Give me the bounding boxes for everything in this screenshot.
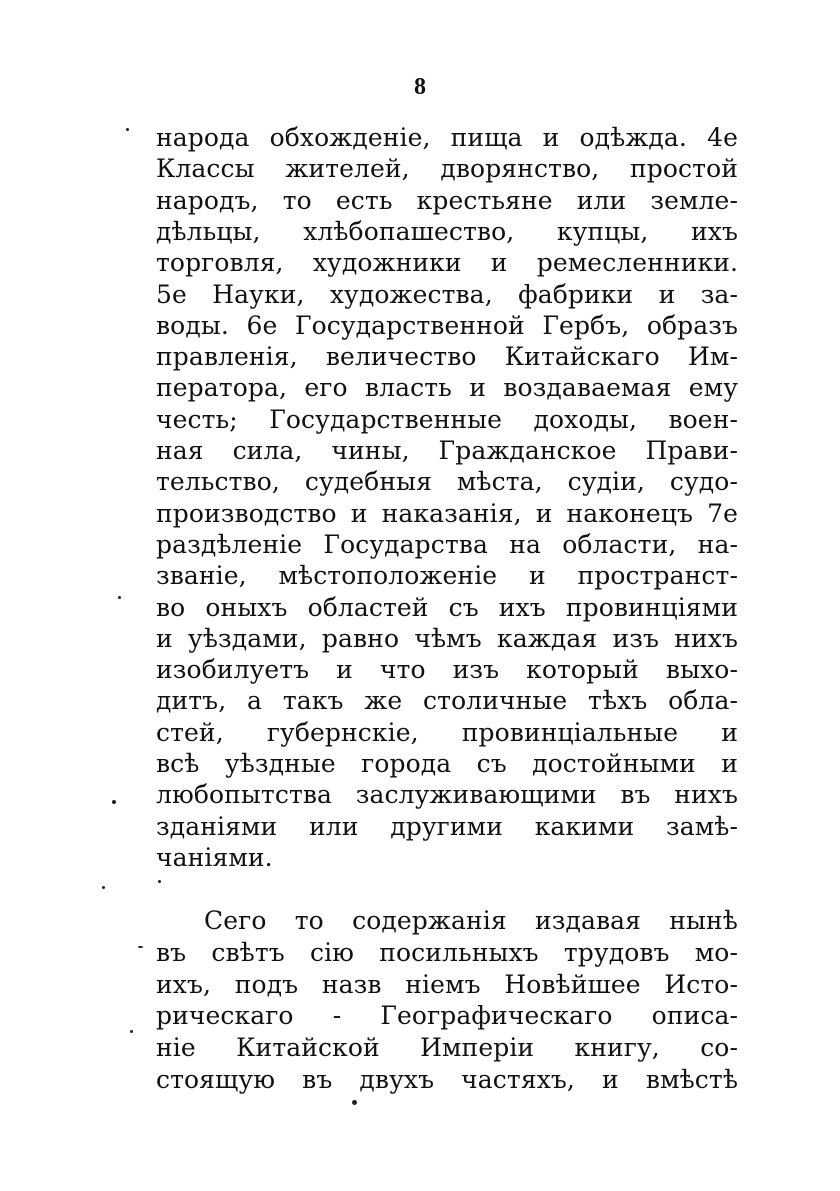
text-line: народъ, то есть крестьяне или земле-: [156, 185, 738, 215]
text-line: раздѣленіе Государства на области, на-: [156, 529, 738, 559]
text-line: ніе Китайской Имперіи книгу, со-: [156, 1033, 738, 1063]
text-line: зданіями или другими какими замѣ-: [156, 811, 738, 841]
text-line: дитъ, а такъ же столичные тѣхъ обла-: [156, 686, 738, 716]
text-line: воды. 6е Государственной Гербъ, образъ: [156, 310, 738, 340]
text-line: дѣльцы, хлѣбопашество, купцы, ихъ: [156, 216, 738, 246]
text-line: тельство, судебныя мѣста, судіи, судо-: [156, 467, 738, 497]
text-line: во оныхъ областей съ ихъ провинціями: [156, 592, 738, 622]
scan-speck: [126, 128, 129, 131]
text-line: ператора, его власть и воздаваемая ему: [156, 373, 738, 403]
text-line: любопытства заслуживающими въ нихъ: [156, 780, 738, 810]
text-line: и уѣздами, равно чѣмъ каждая изъ нихъ: [156, 623, 738, 653]
scan-speck: [102, 886, 105, 889]
text-line: народа обхожденіе, пища и одѣжда. 4е: [156, 123, 738, 152]
scan-speck: [112, 800, 116, 804]
text-line: всѣ уѣздные города съ достойными и: [156, 749, 738, 778]
text-line: изобилуетъ и что изъ который выхо-: [156, 655, 738, 685]
text-line: торговля, художники и ремесленники.: [156, 248, 738, 278]
scan-speck: [130, 1030, 133, 1033]
text-line: ихъ, подъ назв ніемъ Новѣйшее Исто-: [156, 969, 738, 999]
text-line: ная сила, чины, Гражданское Прави-: [156, 436, 738, 465]
text-line: стоящую въ двухъ частяхъ, и вмѣстѣ: [156, 1065, 738, 1094]
scan-speck: [352, 1100, 357, 1105]
scan-speck: [118, 596, 121, 599]
text-line: правленія, величество Китайскаго Им-: [156, 342, 738, 372]
text-line: стей, губернскіе, провинціальные и: [156, 717, 738, 747]
page-number: 8: [414, 74, 426, 100]
text-line: званіе, мѣстоположеніе и пространст-: [156, 561, 738, 591]
text-line: производство и наказанія, и наконецъ 7е: [156, 498, 738, 528]
text-line: чаніями.: [156, 842, 273, 872]
scan-speck: [158, 880, 161, 883]
text-line: честь; Государственные доходы, воен-: [156, 404, 738, 434]
text-line: 5е Науки, художества, фабрики и за-: [156, 279, 738, 309]
text-line: рическаго - Географическаго описа-: [156, 1001, 738, 1031]
text-line: Классы жителей, дворянство, простой: [156, 154, 738, 184]
text-line: Сего то содержанія издавая нынѣ: [204, 906, 738, 935]
text-line: въ свѣтъ сію посильныхъ трудовъ мо-: [156, 937, 738, 967]
scan-speck: [138, 946, 143, 948]
